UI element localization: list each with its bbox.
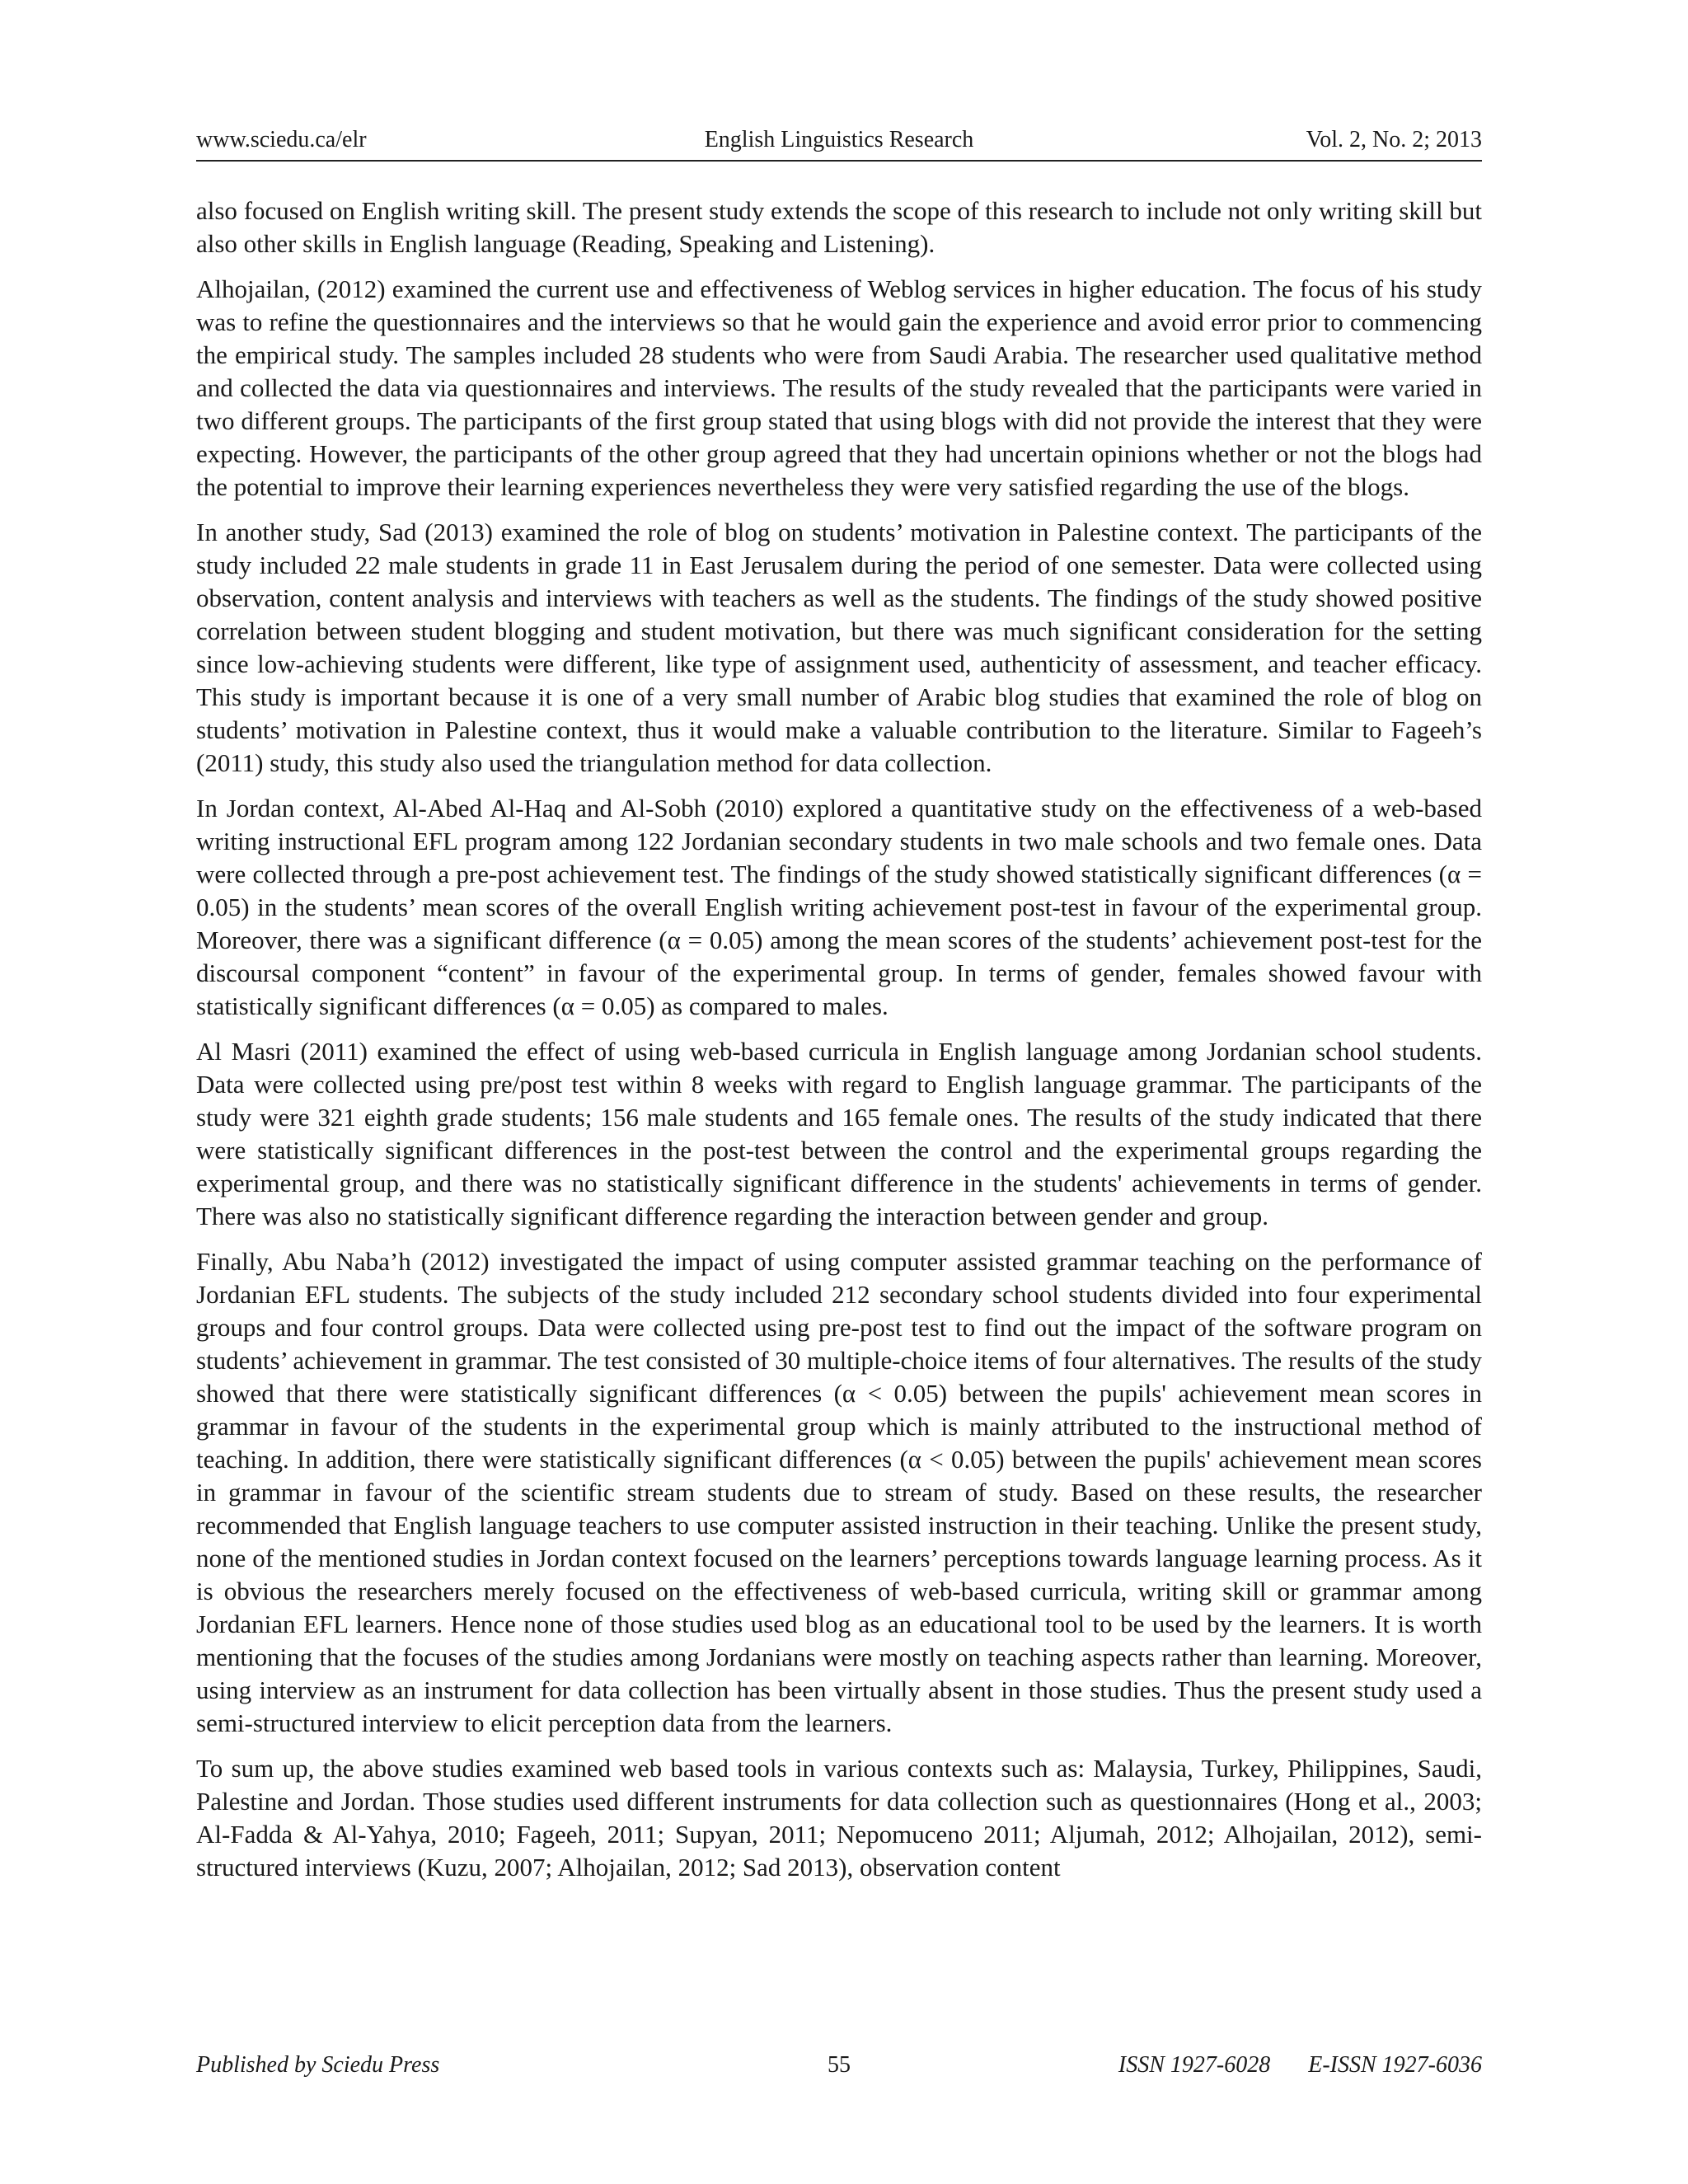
paragraph-4: In Jordan context, Al-Abed Al-Haq and Al-Sobh (2010) explored a quantitative study on the effectiveness of a web-based writing instructional EFL program among 122 Jordanian secondary students in two male schools and two female ones. Data were collected through a pre-post achievement test. The findings of the study showed statistically significant differences (α = 0.05) in the students’ mean scores of the overall English writing achievement post-test in favour of the experimental group. Moreover, there was a significant difference (α = 0.05) among the mean scores of the students’ achievement post-test for the discoursal component “content” in favour of the experimental group. In terms of gender, females showed favour with statistically significant differences (α = 0.05) as compared to males. [196, 794, 1482, 1020]
eissn-label: E-ISSN 1927-6036 [1308, 2052, 1482, 2078]
running-header [196, 124, 1482, 162]
paragraph-2: Alhojailan, (2012) examined the current use and effectiveness of Weblog services in higher education. The focus of his study was to refine the questionnaires and the interviews so that he would gain the experience and avoid error prior to commencing the empirical study. The samples included 28 students who were from Saudi Arabia. The researcher used qualitative method and collected the data via questionnaires and interviews. The results of the study revealed that the participants were varied in two different groups. The participants of the first group stated that using blogs with did not provide the interest that they were expecting. However, the participants of the other group agreed that they had uncertain opinions whether or not the blogs had the potential to improve their learning experiences nevertheless they were very satisfied regarding the use of the blogs. [196, 274, 1482, 501]
page-number: 55 [828, 2052, 851, 2078]
article-body [196, 194, 1482, 1896]
issn-info [1118, 2049, 1482, 2082]
paragraph-5: Al Masri (2011) examined the effect of using web-based curricula in English language among Jordanian school students. Data were collected using pre/post test within 8 weeks with regard to English language grammar. The participants of the study were 321 eighth grade students; 156 male students and 165 female ones. The results of the study indicated that there were statistically significant differences in the post-test between the control and the experimental groups regarding the experimental group, and there was no statistically significant difference in the students' achievements in terms of gender. There was also no statistically significant difference regarding the interaction between gender and group. [196, 1037, 1482, 1230]
journal-title: English Linguistics Research [704, 127, 974, 152]
publisher-label: Published by Sciedu Press [196, 2052, 440, 2078]
running-footer [196, 2049, 1482, 2082]
paragraph-6: Finally, Abu Naba’h (2012) investigated the impact of using computer assisted grammar teaching on the performance of Jordanian EFL students. The subjects of the study included 212 secondary school students divided into four experimental groups and four control groups. Data were collected using pre-post test to find out the impact of the software program on students’ achievement in grammar. The test consisted of 30 multiple-choice items of four alternatives. The results of the study showed that there were statistically significant differences (α < 0.05) between the pupils' achievement mean scores in grammar in favour of the students in the experimental group which is mainly attributed to the instructional method of teaching. In addition, there were statistically significant differences (α < 0.05) between the pupils' achievement mean scores in grammar in favour of the scientific stream students due to stream of study. Based on these results, the researcher recommended that English language teachers to use computer assisted instruction in their teaching. Unlike the present study, none of the mentioned studies in Jordan context focused on the learners’ perceptions towards language learning process. As it is obvious the researchers merely focused on the effectiveness of web-based curricula, writing skill or grammar among Jordanian EFL learners. Hence none of those studies used blog as an educational tool to be used by the learners. It is worth mentioning that the focuses of the studies among Jordanians were mostly on teaching aspects rather than learning. Moreover, using interview as an instrument for data collection has been virtually absent in those studies. Thus the present study used a semi-structured interview to elicit perception data from the learners. [196, 1247, 1482, 1737]
issn-label: ISSN 1927-6028 [1118, 2052, 1271, 2078]
volume-info: Vol. 2, No. 2; 2013 [1306, 127, 1482, 152]
paragraph-7: To sum up, the above studies examined web based tools in various contexts such as: Malaysia, Turkey, Philippines, Saudi, Palestine and Jordan. Those studies used different instruments for data collection such as questionnaires (Hong et al., 2003; Al-Fadda & Al-Yahya, 2010; Fageeh, 2011; Supyan, 2011; Nepomuceno 2011; Aljumah, 2012; Alhojailan, 2012), semi-structured interviews (Kuzu, 2007; Alhojailan, 2012; Sad 2013), observation content [196, 1754, 1482, 1882]
paragraph-1: also focused on English writing skill. The present study extends the scope of this research to include not only writing skill but also other skills in English language (Reading, Speaking and Listening). [196, 196, 1482, 258]
journal-url[interactable]: www.sciedu.ca/elr [196, 127, 367, 152]
paragraph-3: In another study, Sad (2013) examined the role of blog on students’ motivation in Palestine context. The participants of the study included 22 male students in grade 11 in East Jerusalem during the period of one semester. Data were collected using observation, content analysis and interviews with teachers as well as the students. The findings of the study showed positive correlation between student blogging and student motivation, but there was much significant consideration for the setting since low-achieving students were different, like type of assignment used, authenticity of assessment, and teacher efficacy. This study is important because it is one of a very small number of Arabic blog studies that examined the role of blog on students’ motivation in Palestine context, thus it would make a valuable contribution to the literature. Similar to Fageeh’s (2011) study, this study also used the triangulation method for data collection. [196, 518, 1482, 777]
